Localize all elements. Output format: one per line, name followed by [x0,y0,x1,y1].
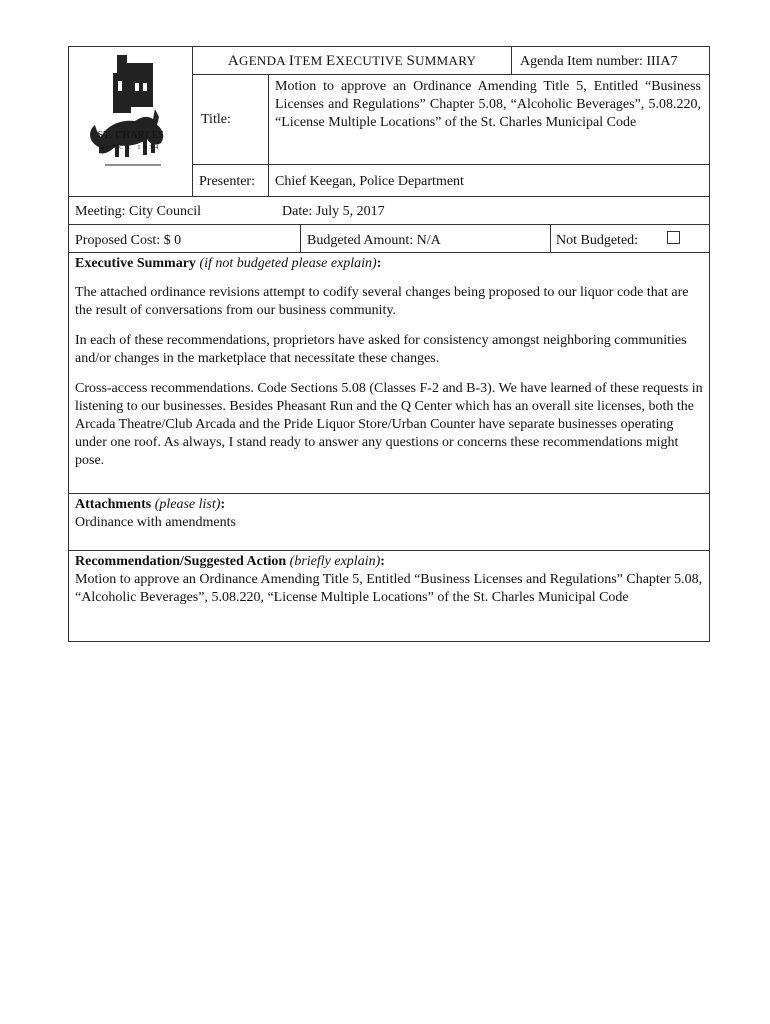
recommendation-text: Motion to approve an Ordinance Amending Title 5, Entitled “Business Licenses and Regulations” Chapter 5.08, “Alcoholic Beverages”, 5.08.220, “License Multiple Locations” of the St. Charles Municipal Code [75,572,703,605]
logo-since: SINCE 1834 [100,145,162,151]
executive-summary [69,253,709,494]
presenter-text: Chief Keegan, Police Department [275,174,464,189]
proposed-cost: Proposed Cost: $ 0 [69,225,301,253]
cost-row [69,225,709,253]
presenter-label: Presenter: [193,165,269,197]
summary-paragraph: The attached ordinance revisions attempt to codify several changes being proposed to our liquor code that are the result of conversations from our business community. [75,285,689,318]
not-budgeted-checkbox[interactable] [667,231,680,244]
recommendation-section [69,551,709,641]
fox-logo-icon [69,47,193,197]
date-field: Date: July 5, 2017 [282,204,385,219]
agenda-form [68,46,710,642]
meeting-field: Meeting: City Council [75,204,201,219]
header-block [69,47,709,197]
budgeted-amount: Budgeted Amount: N/A [301,225,551,253]
summary-paragraph: Cross-access recommendations. Code Sections 5.08 (Classes F-2 and B-3). We have learned of these requests in listening to our businesses. Besides Pheasant Run and the Q Center which has an overall site licenses, both the Arcada Theatre/Club Arcada and the Pride Liquor Store/Urban Counter have separate businesses operating under one roof. As always, I stand ready to answer any questions or concerns these recommendations might pose. [75,381,703,468]
header-fields [193,47,709,197]
summary-heading: Executive Summary (if not budgeted please explain): [75,256,382,271]
summary-paragraph: In each of these recommendations, proprietors have asked for consistency amongst neighboring communities and/or changes in the marketplace that necessitate these changes. [75,333,687,366]
form-title: AGENDA ITEM EXECUTIVE SUMMARY [193,47,511,75]
agenda-item-number: Agenda Item number: IIIA7 [511,47,709,75]
recommendation-heading: Recommendation/Suggested Action (briefly explain): [75,554,385,569]
title-label: Title: [193,75,269,165]
not-budgeted-label: Not Budgeted: [556,233,639,248]
meeting-row [69,197,709,225]
attachments-section [69,494,709,551]
attachments-text: Ordinance with amendments [75,515,236,530]
logo-text: ST. CHARLES [97,130,165,141]
title-text: Motion to approve an Ordinance Amending Title 5, Entitled “Business Licenses and Regulations” Chapter 5.08, “Alcoholic Beverages”, 5.08.220, “License Multiple Locations” of the St. Charles Municipal Code [269,75,709,165]
attachments-heading: Attachments (please list): [75,497,226,512]
st-charles-logo [69,47,193,197]
